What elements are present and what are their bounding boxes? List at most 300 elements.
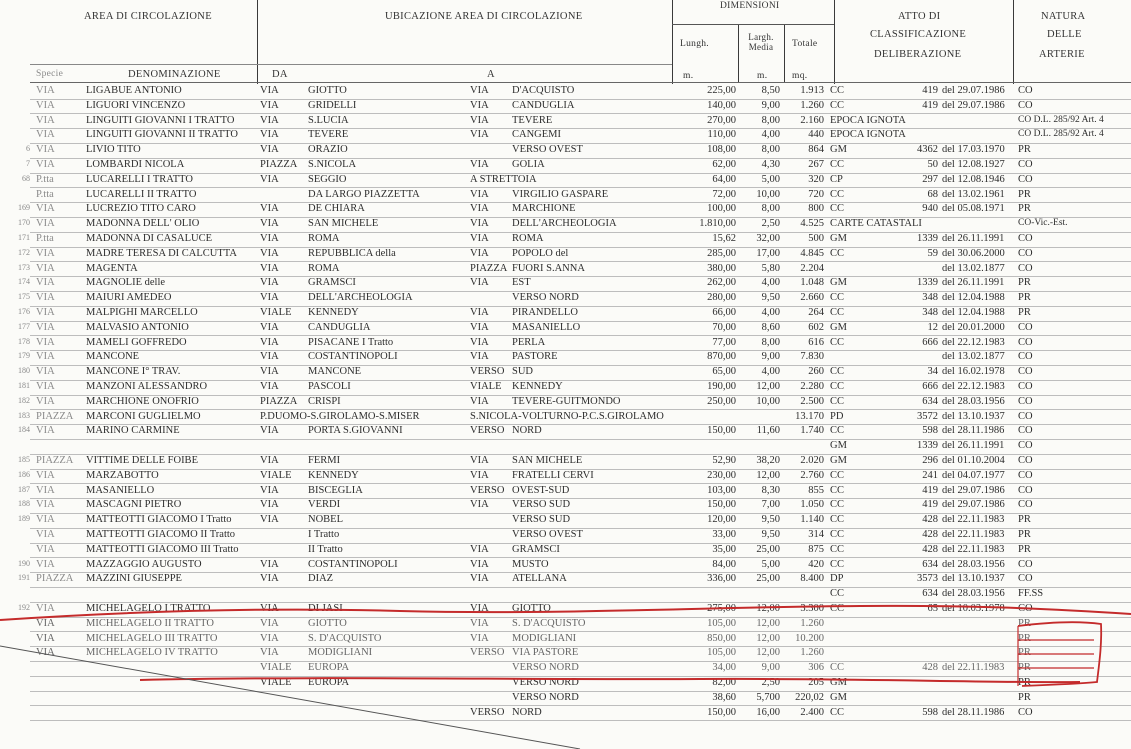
cell-a1: VIA xyxy=(470,573,489,585)
cell-da1: VIA xyxy=(260,336,279,348)
cell-sp: VIA xyxy=(36,307,55,318)
cell-a2: KENNEDY xyxy=(512,381,563,392)
cell-l: 380,00 xyxy=(707,262,736,274)
cell-date: del 12.08.1946 xyxy=(942,173,1005,185)
cell-w: 8,00 xyxy=(761,114,780,126)
cell-sp: VIA xyxy=(36,159,55,170)
cell-num: 666 xyxy=(922,381,938,392)
cell-l: 150,00 xyxy=(707,706,736,718)
cell-a2: VERSO SUD xyxy=(512,499,571,511)
cell-a2: VIA PASTORE xyxy=(512,647,579,659)
header-atto-2: CLASSIFICAZIONE xyxy=(870,29,967,40)
cell-nat: CO xyxy=(1018,469,1033,481)
cell-w: 9,50 xyxy=(761,292,780,304)
cell-a2: EST xyxy=(512,277,531,289)
cell-a1: VIA xyxy=(470,395,489,407)
cell-nat: CO xyxy=(1018,381,1033,392)
cell-atto: CC xyxy=(830,588,845,600)
cell-num: 50 xyxy=(927,159,938,170)
cell-a2: VERSO SUD xyxy=(512,514,571,526)
cell-num: 4362 xyxy=(917,144,938,156)
cell-num: 419 xyxy=(922,484,938,496)
cell-sp: VIA xyxy=(36,336,55,348)
cell-date: del 22.12.1983 xyxy=(942,336,1005,348)
cell-w: 8,00 xyxy=(761,336,780,348)
cell-sp: VIA xyxy=(36,543,55,555)
cell-l: 120,00 xyxy=(707,514,736,526)
cell-num: 428 xyxy=(922,662,938,674)
cell-num: 666 xyxy=(922,336,938,348)
cell-a1: VIA xyxy=(470,203,489,215)
cell-sp: VIA xyxy=(36,499,55,511)
cell-sp: P.tta xyxy=(36,233,54,244)
cell-l: 52,90 xyxy=(712,455,736,466)
cell-tot: 1.260 xyxy=(800,99,824,111)
cell-w: 4,00 xyxy=(761,129,780,141)
cell-w: 25,00 xyxy=(756,543,780,555)
cell-da2: EUROPA xyxy=(308,662,350,674)
cell-nat: PR xyxy=(1018,203,1031,215)
cell-n: 172 xyxy=(18,247,30,257)
cell-a2: PIRANDELLO xyxy=(512,307,578,318)
cell-a1: VIA xyxy=(470,218,489,230)
cell-tot: 306 xyxy=(808,662,824,674)
cell-num: 296 xyxy=(922,455,938,466)
cell-l: 850,00 xyxy=(707,632,736,644)
cell-n: 169 xyxy=(18,203,30,213)
cell-a2: DELL'ARCHEOLOGIA xyxy=(512,218,617,230)
cell-num: 940 xyxy=(922,203,938,215)
cell-date: del 04.07.1977 xyxy=(942,469,1005,481)
cell-l: 70,00 xyxy=(712,321,736,333)
cell-den: MALPIGHI MARCELLO xyxy=(86,307,198,318)
cell-num: 1339 xyxy=(917,440,938,452)
cell-n: 192 xyxy=(18,603,30,612)
cell-atto: CC xyxy=(830,558,845,570)
cell-sp: VIA xyxy=(36,351,55,363)
cell-a2: NORD xyxy=(512,425,542,437)
cell-num: 419 xyxy=(922,99,938,111)
cell-da1: VIA xyxy=(260,218,279,230)
cell-num: 3572 xyxy=(917,410,938,422)
cell-n: 180 xyxy=(18,366,30,376)
cell-w: 12,00 xyxy=(756,632,780,644)
cell-atto: GM xyxy=(830,233,847,244)
cell-sp: VIA xyxy=(36,381,55,392)
cell-w: 5,00 xyxy=(761,173,780,185)
cell-da1: VIALE xyxy=(260,677,292,688)
cell-n: 68 xyxy=(22,173,30,183)
cell-a1: VIA xyxy=(470,558,489,570)
cell-l: 275,00 xyxy=(707,603,736,614)
cell-l: 100,00 xyxy=(707,203,736,215)
cell-a2: GIOTTO xyxy=(512,603,551,614)
cell-n: 179 xyxy=(18,351,30,361)
cell-atto: DP xyxy=(830,573,844,585)
cell-nat: CO xyxy=(1018,159,1033,170)
cell-tot: 1.050 xyxy=(800,499,824,511)
cell-da2: GIOTTO xyxy=(308,85,347,96)
cell-atto: GM xyxy=(830,691,847,703)
header-natura-3: ARTERIE xyxy=(1039,49,1085,60)
cell-da2: S.LUCIA xyxy=(308,114,349,126)
cell-nat: CO xyxy=(1018,455,1033,466)
cell-w: 5,80 xyxy=(761,262,780,274)
header-ubicazione: UBICAZIONE AREA DI CIRCOLAZIONE xyxy=(385,11,583,22)
cell-date: del 22.11.1983 xyxy=(942,662,1005,674)
cell-nat: CO xyxy=(1018,85,1033,96)
cell-num: 241 xyxy=(922,469,938,481)
cell-n: 184 xyxy=(18,425,30,435)
cell-da1: VIA xyxy=(260,277,279,289)
cell-sp: VIA xyxy=(36,514,55,526)
cell-da1: PIAZZA xyxy=(260,395,298,407)
cell-w: 8,60 xyxy=(761,321,780,333)
cell-a2: FUORI S.ANNA xyxy=(512,262,585,274)
cell-num: 419 xyxy=(922,499,938,511)
cell-w: 11,60 xyxy=(756,425,780,437)
cell-nat: CO xyxy=(1018,425,1033,437)
cell-nat: CO xyxy=(1018,484,1033,496)
cell-num: 1339 xyxy=(917,233,938,244)
cell-n: 176 xyxy=(18,307,30,316)
cell-atto: CC xyxy=(830,514,845,526)
cell-sp: VIA xyxy=(36,85,55,96)
cell-a1: VIA xyxy=(470,455,489,466)
cell-n: 183 xyxy=(18,410,30,420)
cell-nat: CO xyxy=(1018,173,1033,185)
cell-n: 178 xyxy=(18,336,30,346)
cell-a1: VIA xyxy=(470,307,489,318)
cell-n: 182 xyxy=(18,395,30,405)
cell-date: del 01.10.2004 xyxy=(942,455,1005,466)
cell-tot: 4.525 xyxy=(800,218,824,230)
cell-sp: VIA xyxy=(36,558,55,570)
cell-num: 634 xyxy=(922,588,938,600)
cell-tot: 500 xyxy=(808,233,824,244)
cell-num: 348 xyxy=(922,307,938,318)
cell-tot: 864 xyxy=(808,144,824,156)
cell-da2: COSTANTINOPOLI xyxy=(308,351,398,363)
cell-nat: PR xyxy=(1018,307,1031,318)
cell-l: 140,00 xyxy=(707,99,736,111)
cell-den: LOMBARDI NICOLA xyxy=(86,159,185,170)
cell-w: 12,00 xyxy=(756,469,780,481)
cell-a2: SUD xyxy=(512,366,534,378)
cell-tot: 440 xyxy=(808,129,824,141)
cell-a1: VIA xyxy=(470,85,489,96)
cell-den: MADONNA DI CASALUCE xyxy=(86,233,213,244)
cell-tot: 2.500 xyxy=(800,395,824,407)
cell-tot: 8.400 xyxy=(800,573,824,585)
cell-a2: VERSO OVEST xyxy=(512,144,583,156)
cell-atto: CC xyxy=(830,706,845,718)
cell-sp: VIA xyxy=(36,262,55,274)
cell-num: 297 xyxy=(922,173,938,185)
cell-atto: EPOCA IGNOTA xyxy=(830,114,906,126)
cell-nat: PR xyxy=(1018,632,1031,644)
cell-tot: 2.020 xyxy=(800,455,824,466)
cell-num: 419 xyxy=(922,85,938,96)
cell-da2: MODIGLIANI xyxy=(308,647,373,659)
cell-date: del 29.07.1986 xyxy=(942,99,1005,111)
cell-nat: CO xyxy=(1018,440,1033,452)
cell-atto: CC xyxy=(830,543,845,555)
cell-date: del 28.03.1956 xyxy=(942,395,1005,407)
cell-da1: VIA xyxy=(260,129,279,141)
cell-date: del 16.02.1978 xyxy=(942,366,1005,378)
cell-n: 189 xyxy=(18,514,30,524)
cell-l: 262,00 xyxy=(707,277,736,289)
cell-den: LUCARELLI II TRATTO xyxy=(86,188,197,200)
cell-nat: PR xyxy=(1018,529,1031,540)
cell-num: 65 xyxy=(927,603,938,614)
cell-nat: PR xyxy=(1018,543,1031,555)
cell-l: 64,00 xyxy=(712,173,736,185)
cell-w: 16,00 xyxy=(756,706,780,718)
cell-da2: DI JASI xyxy=(308,603,343,614)
cell-da2: EUROPA xyxy=(308,677,350,688)
cell-da1: VIA xyxy=(260,558,279,570)
cell-da2: PASCOLI xyxy=(308,381,351,392)
cell-n: 177 xyxy=(18,321,30,331)
cell-a1: VIA xyxy=(470,188,489,200)
cell-atto: GM xyxy=(830,455,847,466)
cell-da2: PISACANE I Tratto xyxy=(308,336,394,348)
cell-w: 38,20 xyxy=(756,455,780,466)
cell-date: del 13.10.1937 xyxy=(942,410,1005,422)
cell-den: MARCONI GUGLIELMO xyxy=(86,410,201,422)
cell-a1: VIA xyxy=(470,233,489,244)
cell-den: LIGUORI VINCENZO xyxy=(86,99,186,111)
cell-da1: VIA xyxy=(260,499,279,511)
cell-den: MANCONE I° TRAV. xyxy=(86,366,181,378)
cell-n: 190 xyxy=(18,558,30,568)
cell-sp: VIA xyxy=(36,129,55,141)
cell-den: MADRE TERESA DI CALCUTTA xyxy=(86,247,237,259)
header-dimensioni: DIMENSIONI xyxy=(720,1,780,11)
cell-da1: VIA xyxy=(260,484,279,496)
cell-atto: CC xyxy=(830,425,845,437)
cell-da2: GIOTTO xyxy=(308,617,347,629)
cell-l: 103,00 xyxy=(707,484,736,496)
cell-date: del 28.03.1956 xyxy=(942,558,1005,570)
cell-nat: CO D.L. 285/92 Art. 4 xyxy=(1018,114,1104,125)
cell-w: 9,50 xyxy=(761,514,780,526)
cell-atto: EPOCA IGNOTA xyxy=(830,129,906,141)
cell-nat: CO xyxy=(1018,706,1033,718)
cell-n: 175 xyxy=(18,292,30,302)
cell-n: 6 xyxy=(26,144,30,154)
cell-nat: PR xyxy=(1018,617,1031,629)
cell-date: del 29.07.1986 xyxy=(942,499,1005,511)
cell-da2: CANDUGLIA xyxy=(308,321,371,333)
cell-date: del 13.10.1937 xyxy=(942,573,1005,585)
cell-da2: BISCEGLIA xyxy=(308,484,363,496)
cell-sp: VIA xyxy=(36,144,55,156)
cell-w: 9,00 xyxy=(761,351,780,363)
cell-w: 7,00 xyxy=(761,499,780,511)
cell-n: 188 xyxy=(18,499,30,509)
cell-n: 181 xyxy=(18,381,30,390)
cell-da1: VIA xyxy=(260,114,279,126)
cell-num: 3573 xyxy=(917,573,938,585)
cell-da1: VIA xyxy=(260,617,279,629)
cell-sp: VIA xyxy=(36,366,55,378)
cell-a1: VIA xyxy=(470,159,489,170)
cell-nat: CO xyxy=(1018,603,1033,614)
cell-den: MARZABOTTO xyxy=(86,469,159,481)
cell-n: 191 xyxy=(18,573,30,583)
cell-date: del 20.01.2000 xyxy=(942,321,1005,333)
header-da: DA xyxy=(272,69,288,80)
cell-da1: VIA xyxy=(260,381,279,392)
cell-atto: CC xyxy=(830,484,845,496)
cell-a1: VIA xyxy=(470,632,489,644)
cell-tot: 314 xyxy=(808,529,824,540)
cell-a1: VIA xyxy=(470,336,489,348)
cell-da1: VIALE xyxy=(260,662,292,674)
cell-a2: OVEST-SUD xyxy=(512,484,570,496)
cell-den: MALVASIO ANTONIO xyxy=(86,321,189,333)
cell-a1: VIA xyxy=(470,499,489,511)
cell-sp: VIA xyxy=(36,647,55,659)
cell-n: 7 xyxy=(26,159,30,168)
cell-sp: VIA xyxy=(36,395,55,407)
cell-nat: CO xyxy=(1018,247,1033,259)
cell-da1: VIA xyxy=(260,514,279,526)
cell-tot: 855 xyxy=(808,484,824,496)
cell-atto: CARTE CATASTALI xyxy=(830,218,922,230)
cell-nat: PR xyxy=(1018,514,1031,526)
cell-l: 105,00 xyxy=(707,617,736,629)
cell-den: MICHELAGELO II TRATTO xyxy=(86,617,214,629)
cell-a2: ATELLANA xyxy=(512,573,567,585)
cell-atto: CC xyxy=(830,529,845,540)
cell-den: MANZONI ALESSANDRO xyxy=(86,381,208,392)
cell-tot: 800 xyxy=(808,203,824,215)
cell-a2: MUSTO xyxy=(512,558,549,570)
cell-date: del 12.04.1988 xyxy=(942,307,1005,318)
cell-num: 634 xyxy=(922,558,938,570)
cell-da2: REPUBBLICA della xyxy=(308,247,396,259)
cell-a1: VIA xyxy=(470,277,489,289)
cell-num: 598 xyxy=(922,706,938,718)
header-totale: Totale xyxy=(792,39,818,49)
cell-n: 186 xyxy=(18,469,30,479)
cell-da1: VIA xyxy=(260,247,279,259)
cell-a2: MARCHIONE xyxy=(512,203,576,215)
cell-atto: CC xyxy=(830,336,845,348)
cell-da1: VIA xyxy=(260,366,279,378)
cell-num: 68 xyxy=(927,188,938,200)
cell-da2: S.NICOLA xyxy=(308,159,357,170)
cell-a1: VIA xyxy=(470,617,489,629)
cell-sp: P.tta xyxy=(36,173,54,185)
cell-nat: PR xyxy=(1018,647,1031,659)
cell-atto: GM xyxy=(830,144,847,156)
cell-a1: VIA xyxy=(470,603,489,614)
cell-a1: VERSO xyxy=(470,366,505,378)
cell-w: 10,00 xyxy=(756,395,780,407)
cell-den: MATTEOTTI GIACOMO I Tratto xyxy=(86,514,232,526)
cell-w: 2,50 xyxy=(761,218,780,230)
cell-date: del 28.11.1986 xyxy=(942,706,1005,718)
cell-den: MATTEOTTI GIACOMO II Tratto xyxy=(86,529,236,540)
cell-l: 270,00 xyxy=(707,114,736,126)
cell-da1: VIA xyxy=(260,292,279,304)
cell-nat: CO xyxy=(1018,262,1033,274)
cell-nat: CO xyxy=(1018,499,1033,511)
cell-nat: CO xyxy=(1018,395,1033,407)
cell-date: del 13.02.1877 xyxy=(942,351,1005,363)
cell-den: MAGNOLIE delle xyxy=(86,277,166,289)
cell-w: 10,00 xyxy=(756,188,780,200)
cell-tot: 260 xyxy=(808,366,824,378)
cell-l: 225,00 xyxy=(707,85,736,96)
cell-den: MAMELI GOFFREDO xyxy=(86,336,187,348)
cell-l: 34,00 xyxy=(712,662,736,674)
cell-da2: ROMA xyxy=(308,262,340,274)
cell-atto: CP xyxy=(830,173,843,185)
cell-w: 4,30 xyxy=(761,159,780,170)
cell-sp: VIA xyxy=(36,292,55,304)
cell-l: 336,00 xyxy=(707,573,736,585)
cell-sp: VIA xyxy=(36,469,55,481)
cell-a1: VERSO xyxy=(470,484,505,496)
cell-l: 72,00 xyxy=(712,188,736,200)
cell-den: MICHELAGELO I TRATTO xyxy=(86,603,211,614)
header-specie: Specie xyxy=(36,69,64,79)
cell-tot: 420 xyxy=(808,558,824,570)
cell-a2: POPOLO del xyxy=(512,247,569,259)
cell-a2: CANGEMI xyxy=(512,129,561,141)
cell-da2: NOBEL xyxy=(308,514,343,526)
cell-atto: CC xyxy=(830,85,845,96)
cell-w: 9,50 xyxy=(761,529,780,540)
cell-a2: VERSO NORD xyxy=(512,292,579,304)
cell-date: del 26.11.1991 xyxy=(942,233,1005,244)
cell-l: 870,00 xyxy=(707,351,736,363)
cell-l: 15,62 xyxy=(712,233,736,244)
cell-da1: VIA xyxy=(260,99,279,111)
cell-sp: P.tta xyxy=(36,188,54,200)
cell-w: 2,50 xyxy=(761,677,780,688)
cell-nat: CO xyxy=(1018,573,1033,585)
cell-atto: CC xyxy=(830,662,845,674)
cell-a1: VERSO xyxy=(470,706,505,718)
cell-tot: 320 xyxy=(808,173,824,185)
cell-da1: VIA xyxy=(260,85,279,96)
cell-tot: 1.740 xyxy=(800,425,824,437)
cell-tot: 2.660 xyxy=(800,292,824,304)
red-underline xyxy=(0,603,1131,620)
cell-l: 105,00 xyxy=(707,647,736,659)
cell-atto: GM xyxy=(830,677,847,688)
cell-da2: PORTA S.GIOVANNI xyxy=(308,425,403,437)
cell-nat: PR xyxy=(1018,188,1031,200)
cell-atto: CC xyxy=(830,203,845,215)
cell-l: 1.810,00 xyxy=(699,218,736,230)
cell-sp: VIA xyxy=(36,218,55,230)
cell-nat: PR xyxy=(1018,292,1031,304)
cell-l: 190,00 xyxy=(707,381,736,392)
cell-nat: CO D.L. 285/92 Art. 4 xyxy=(1018,129,1104,140)
cell-date: del 13.02.1961 xyxy=(942,188,1005,200)
cell-l: 108,00 xyxy=(707,144,736,156)
cell-atto: CC xyxy=(830,292,845,304)
cell-sp: VIA xyxy=(36,247,55,259)
